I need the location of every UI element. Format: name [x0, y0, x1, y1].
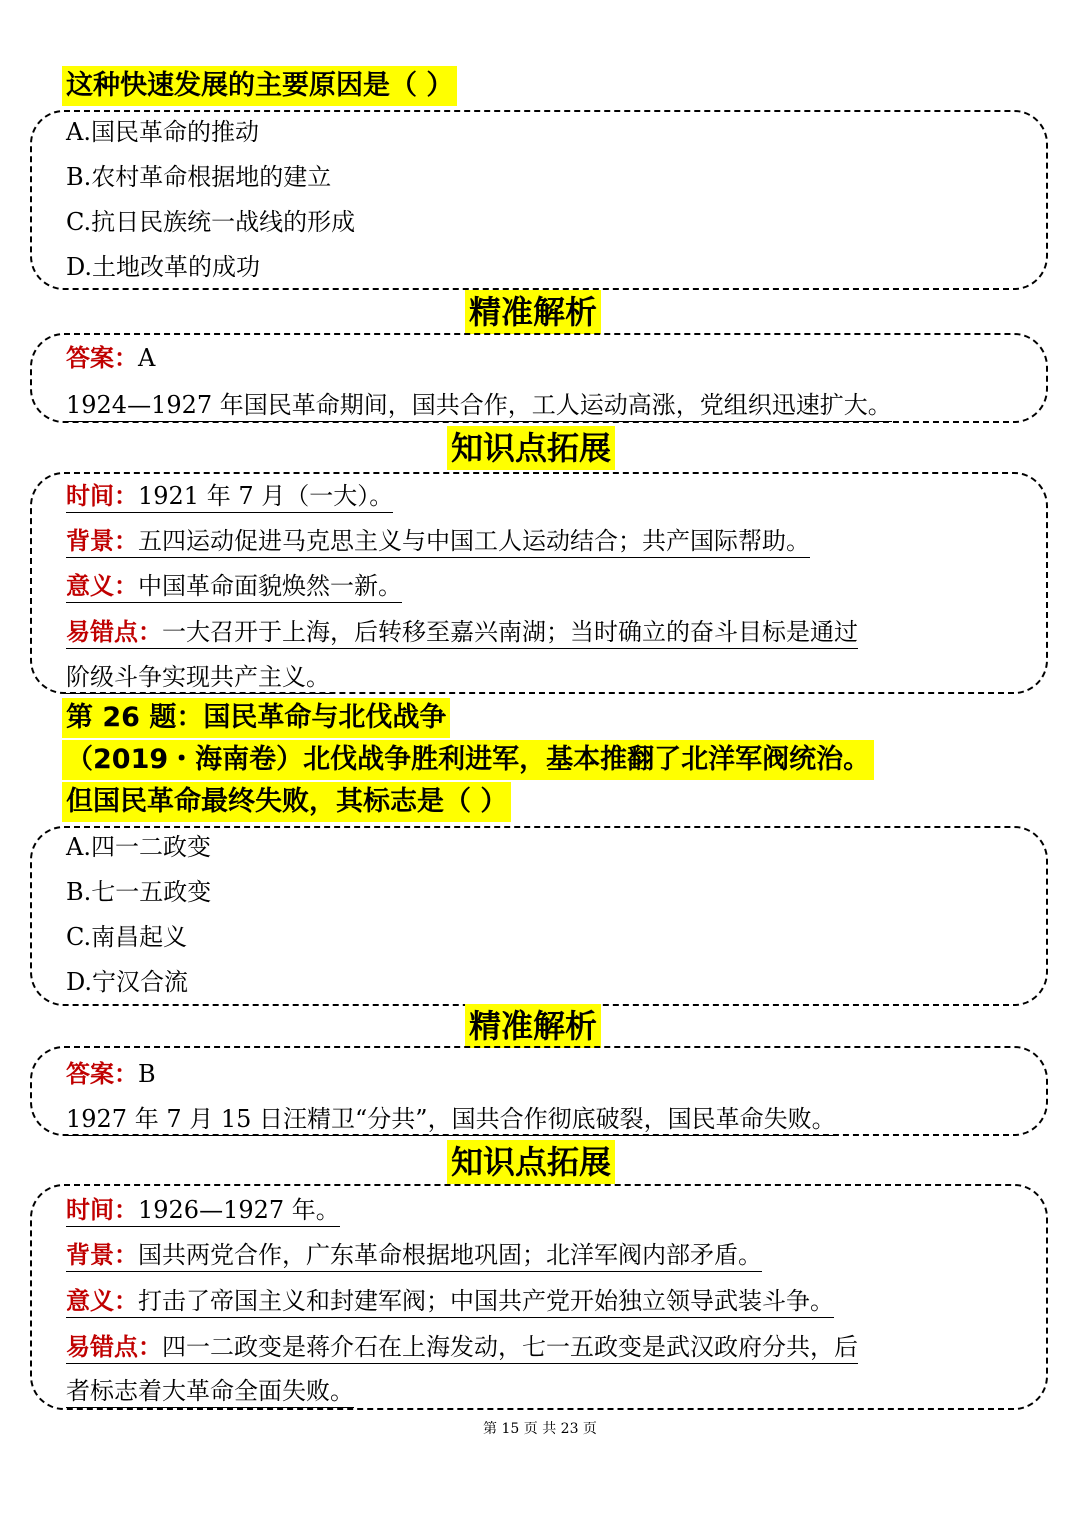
option-d: D.土地改革的成功 — [66, 253, 261, 281]
error-point-label: 易错点： — [66, 618, 162, 646]
error-point-value-2: 阶级斗争实现共产主义。 — [66, 663, 330, 694]
background-label: 背景： — [66, 527, 138, 555]
question-heading: 第 26 题：国民革命与北伐战争 — [62, 698, 450, 738]
question-stem-2: 但国民革命最终失败，其标志是（ ） — [62, 782, 511, 822]
option-c: C.南昌起义 — [66, 923, 188, 951]
error-point-value-2: 者标志着大革命全面失败。 — [66, 1377, 354, 1408]
option-a: A.国民革命的推动 — [66, 118, 259, 146]
time-line — [66, 1195, 340, 1225]
error-point-line-2 — [66, 1376, 354, 1406]
significance-label: 意义： — [66, 572, 138, 600]
explanation-text: 1927 年 7 月 15 日汪精卫“分共”，国共合作彻底破裂，国民革命失败。 — [66, 1105, 836, 1136]
significance-line — [66, 1286, 834, 1316]
option-a: A.四一二政变 — [66, 833, 211, 861]
option-b: B.七一五政变 — [66, 878, 212, 906]
answer-line — [66, 343, 155, 373]
answer-value: B — [138, 1060, 156, 1088]
time-value: 1921 年 7 月（一大）。 — [138, 482, 394, 510]
background-label: 背景： — [66, 1241, 138, 1269]
question-stem-1: （2019・海南卷）北伐战争胜利进军，基本推翻了北洋军阀统治。 — [62, 740, 874, 780]
analysis-title: 精准解析 — [465, 1004, 601, 1048]
expand-title: 知识点拓展 — [447, 426, 615, 470]
option-d: D.宁汉合流 — [66, 968, 189, 996]
explanation-text: 1924—1927 年国民革命期间，国共合作，工人运动高涨，党组织迅速扩大。 — [66, 391, 892, 422]
error-point-value: 一大召开于上海，后转移至嘉兴南湖；当时确立的奋斗目标是通过 — [162, 618, 858, 646]
time-label: 时间： — [66, 482, 138, 510]
answer-line — [66, 1059, 156, 1089]
error-point-line — [66, 617, 858, 647]
analysis-title: 精准解析 — [465, 290, 601, 334]
background-line — [66, 526, 810, 556]
expand-title: 知识点拓展 — [447, 1140, 615, 1184]
page-number: 第 15 页 共 23 页 — [483, 1421, 597, 1437]
significance-label: 意义： — [66, 1287, 138, 1315]
error-point-value: 四一二政变是蒋介石在上海发动，七一五政变是武汉政府分共，后 — [162, 1333, 858, 1361]
error-point-label: 易错点： — [66, 1333, 162, 1361]
time-line — [66, 481, 393, 511]
significance-value: 打击了帝国主义和封建军阀；中国共产党开始独立领导武装斗争。 — [138, 1287, 834, 1315]
background-value: 国共两党合作，广东革命根据地巩固；北洋军阀内部矛盾。 — [138, 1241, 762, 1269]
answer-value: A — [138, 344, 156, 372]
background-line — [66, 1240, 762, 1270]
error-point-line — [66, 1332, 858, 1362]
background-value: 五四运动促进马克思主义与中国工人运动结合；共产国际帮助。 — [138, 527, 810, 555]
time-label: 时间： — [66, 1196, 138, 1224]
question-stem: 这种快速发展的主要原因是（ ） — [62, 66, 457, 106]
answer-label: 答案： — [66, 1060, 138, 1088]
time-value: 1926—1927 年。 — [138, 1196, 340, 1224]
option-c: C.抗日民族统一战线的形成 — [66, 208, 356, 236]
error-point-line-2 — [66, 662, 330, 692]
option-b: B.农村革命根据地的建立 — [66, 163, 332, 191]
explanation — [66, 1104, 836, 1134]
explanation — [66, 390, 892, 420]
significance-line — [66, 571, 402, 601]
significance-value: 中国革命面貌焕然一新。 — [138, 572, 402, 600]
answer-label: 答案： — [66, 344, 138, 372]
